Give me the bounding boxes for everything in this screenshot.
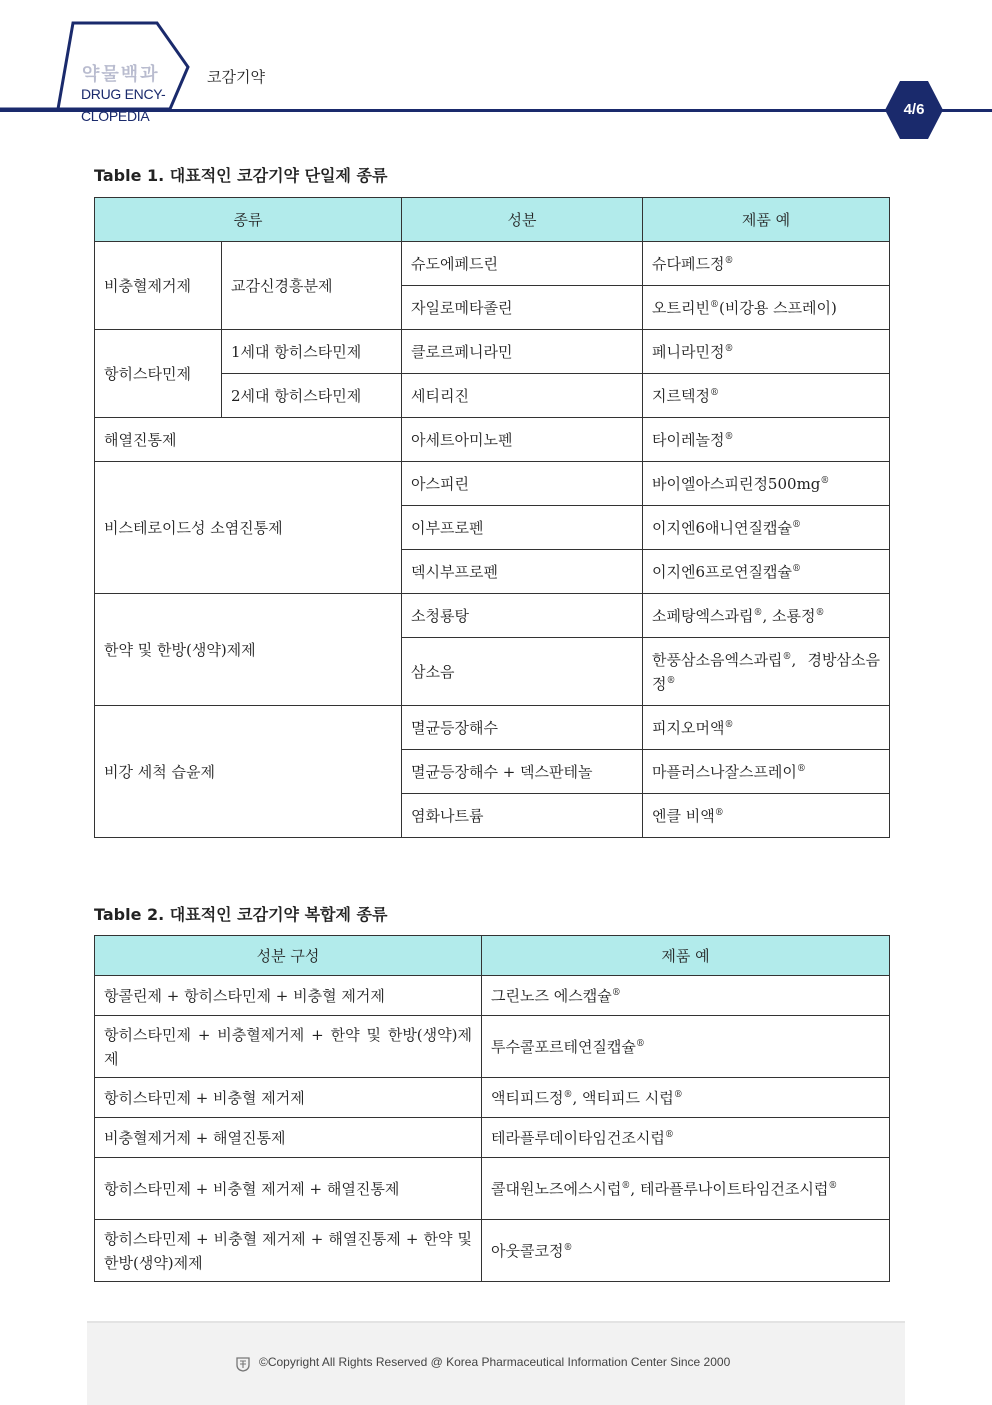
- ingredient-cell: 아스피린: [402, 462, 643, 506]
- product-note: (비강용 스프레이): [718, 298, 837, 317]
- product-cell: [482, 1078, 890, 1118]
- table-row: [95, 976, 890, 1016]
- product-cell: [643, 706, 890, 750]
- registered-mark: ®: [621, 1180, 631, 1191]
- product-name: 소페탕엑스과립: [652, 606, 754, 625]
- registered-mark: ®: [664, 1129, 674, 1140]
- product-cell: [643, 330, 890, 374]
- product-cell: [643, 418, 890, 462]
- product-cell: [643, 794, 890, 838]
- product-name: 타이레놀정: [652, 430, 725, 449]
- product-cell: [643, 242, 890, 286]
- registered-mark: ®: [611, 987, 621, 998]
- product-name: 아웃콜코정: [491, 1241, 564, 1260]
- registered-mark: ®: [796, 763, 806, 774]
- composition-cell: 항콜린제 + 항히스타민제 + 비충혈 제거제: [95, 976, 482, 1016]
- table-row: [95, 594, 890, 638]
- ingredient-cell: 염화나트륨: [402, 794, 643, 838]
- category-cell: 해열진통제: [95, 418, 402, 462]
- footer: [87, 1321, 905, 1405]
- registered-mark: ®: [724, 255, 734, 266]
- registered-mark: ®: [820, 475, 830, 486]
- product-name: 피지오머액: [652, 718, 725, 737]
- ingredient-cell: 아세트아미노펜: [402, 418, 643, 462]
- logo: [0, 20, 200, 124]
- table-row: [95, 1016, 890, 1078]
- col-header-composition: 성분 구성: [95, 936, 482, 976]
- product-name: 페니라민정: [652, 342, 725, 361]
- table-row: [95, 242, 890, 286]
- category-label: 코감기약: [207, 68, 265, 86]
- logo-korean-text: 약물백과: [82, 64, 160, 85]
- table-row: [95, 418, 890, 462]
- category-cell: 항히스타민제: [95, 330, 222, 418]
- product-name: 액티피드정: [491, 1088, 564, 1107]
- category-cell: 비스테로이드성 소염진통제: [95, 462, 402, 594]
- product-name: , 경방삼소음정: [652, 650, 881, 693]
- ingredient-cell: 소청룡탕: [402, 594, 643, 638]
- product-name: 엔클 비액: [652, 806, 715, 825]
- subcategory-cell: 2세대 항히스타민제: [222, 374, 402, 418]
- ingredient-cell: 덱시부프로펜: [402, 550, 643, 594]
- subcategory-cell: 교감신경흥분제: [222, 242, 402, 330]
- registered-mark: ®: [791, 519, 801, 530]
- product-name: , 테라플루나이트타임건조시럽: [630, 1179, 829, 1198]
- registered-mark: ®: [709, 387, 719, 398]
- composition-cell: 항히스타민제 + 비충혈 제거제 + 해열진통제: [95, 1158, 482, 1220]
- product-cell: [643, 594, 890, 638]
- product-name: 지르텍정: [652, 386, 710, 405]
- table-header-row: [95, 198, 890, 242]
- ingredient-cell: 슈도에페드린: [402, 242, 643, 286]
- registered-mark: ®: [666, 675, 676, 686]
- registered-mark: ®: [753, 607, 763, 618]
- logo-english-line1: DRUG ENCY-: [81, 86, 166, 102]
- ingredient-cell: 세티리진: [402, 374, 643, 418]
- ingredient-cell: 멸균등장해수 + 덱스판테놀: [402, 750, 643, 794]
- category-cell: 한약 및 한방(생약)제제: [95, 594, 402, 706]
- ingredient-cell: 자일로메타졸린: [402, 286, 643, 330]
- table2: [94, 935, 890, 1282]
- ingredient-cell: 삼소음: [402, 638, 643, 706]
- ingredient-cell: 멸균등장해수: [402, 706, 643, 750]
- product-cell: [643, 286, 890, 330]
- col-header-type: 종류: [95, 198, 402, 242]
- table-row: [95, 706, 890, 750]
- product-name: 한풍삼소음엑스과립: [652, 650, 783, 669]
- registered-mark: ®: [635, 1038, 645, 1049]
- product-name: 테라플루데이타임건조시럽: [491, 1128, 665, 1147]
- subcategory-cell: 1세대 항히스타민제: [222, 330, 402, 374]
- product-cell: [643, 374, 890, 418]
- product-cell: [482, 1016, 890, 1078]
- table2-caption: Table 2. 대표적인 코감기약 복합제 종류: [94, 905, 388, 924]
- composition-cell: 항히스타민제 + 비충혈 제거제: [95, 1078, 482, 1118]
- page-indicator: [884, 80, 944, 140]
- product-cell: [643, 506, 890, 550]
- product-name: , 액티피드 시럽: [572, 1088, 674, 1107]
- product-cell: [482, 1118, 890, 1158]
- registered-mark: ®: [828, 1180, 838, 1191]
- table-row: [95, 1158, 890, 1220]
- product-name: 마플러스나잘스프레이: [652, 762, 797, 781]
- product-name: , 소룡정: [762, 606, 816, 625]
- organization-emblem-icon: [235, 1356, 251, 1372]
- product-cell: [482, 1220, 890, 1282]
- registered-mark: ®: [563, 1242, 573, 1253]
- table-row: [95, 1118, 890, 1158]
- page-number: 4/6: [903, 101, 925, 118]
- product-name: 이지엔6애니연질캡슐: [652, 518, 792, 537]
- registered-mark: ®: [724, 719, 734, 730]
- registered-mark: ®: [724, 343, 734, 354]
- registered-mark: ®: [815, 607, 825, 618]
- composition-cell: 항히스타민제 + 비충혈 제거제 + 해열진통제 + 한약 및 한방(생약)제제: [95, 1220, 482, 1282]
- table1-caption: Table 1. 대표적인 코감기약 단일제 종류: [94, 166, 388, 185]
- col-header-product: 제품 예: [482, 936, 890, 976]
- registered-mark: ®: [782, 651, 792, 662]
- product-name: 슈다페드정: [652, 254, 725, 273]
- registered-mark: ®: [714, 807, 724, 818]
- registered-mark: ®: [791, 563, 801, 574]
- composition-cell: 비충혈제거제 + 해열진통제: [95, 1118, 482, 1158]
- registered-mark: ®: [673, 1089, 683, 1100]
- product-name: 바이엘아스피린정500mg: [652, 474, 821, 493]
- category-cell: 비강 세척 습윤제: [95, 706, 402, 838]
- table1: [94, 197, 890, 838]
- logo-english-line2: CLOPEDIA: [81, 108, 150, 124]
- copyright-text: ©Copyright All Rights Reserved @ Korea Pharmaceutical Information Center Since 2000: [259, 1355, 731, 1369]
- ingredient-cell: 이부프로펜: [402, 506, 643, 550]
- product-name: 투수콜포르테연질캡슐: [491, 1037, 636, 1056]
- registered-mark: ®: [563, 1089, 573, 1100]
- product-name: 그린노즈 에스캡슐: [491, 986, 612, 1005]
- registered-mark: ®: [724, 431, 734, 442]
- col-header-product: 제품 예: [643, 198, 890, 242]
- registered-mark: ®: [709, 299, 719, 310]
- product-cell: [643, 638, 890, 706]
- product-name: 오트리빈: [652, 298, 710, 317]
- composition-cell: 항히스타민제 + 비충혈제거제 + 한약 및 한방(생약)제제: [95, 1016, 482, 1078]
- product-cell: [482, 1158, 890, 1220]
- table-row: [95, 1220, 890, 1282]
- category-cell: 비충혈제거제: [95, 242, 222, 330]
- table-row: [95, 330, 890, 374]
- product-name: 콜대원노즈에스시럽: [491, 1179, 622, 1198]
- ingredient-cell: 클로르페니라민: [402, 330, 643, 374]
- product-cell: [482, 976, 890, 1016]
- table-row: [95, 462, 890, 506]
- col-header-ingredient: 성분: [402, 198, 643, 242]
- product-cell: [643, 750, 890, 794]
- product-cell: [643, 462, 890, 506]
- table-header-row: [95, 936, 890, 976]
- table-row: [95, 1078, 890, 1118]
- product-name: 이지엔6프로연질캡슐: [652, 562, 792, 581]
- product-cell: [643, 550, 890, 594]
